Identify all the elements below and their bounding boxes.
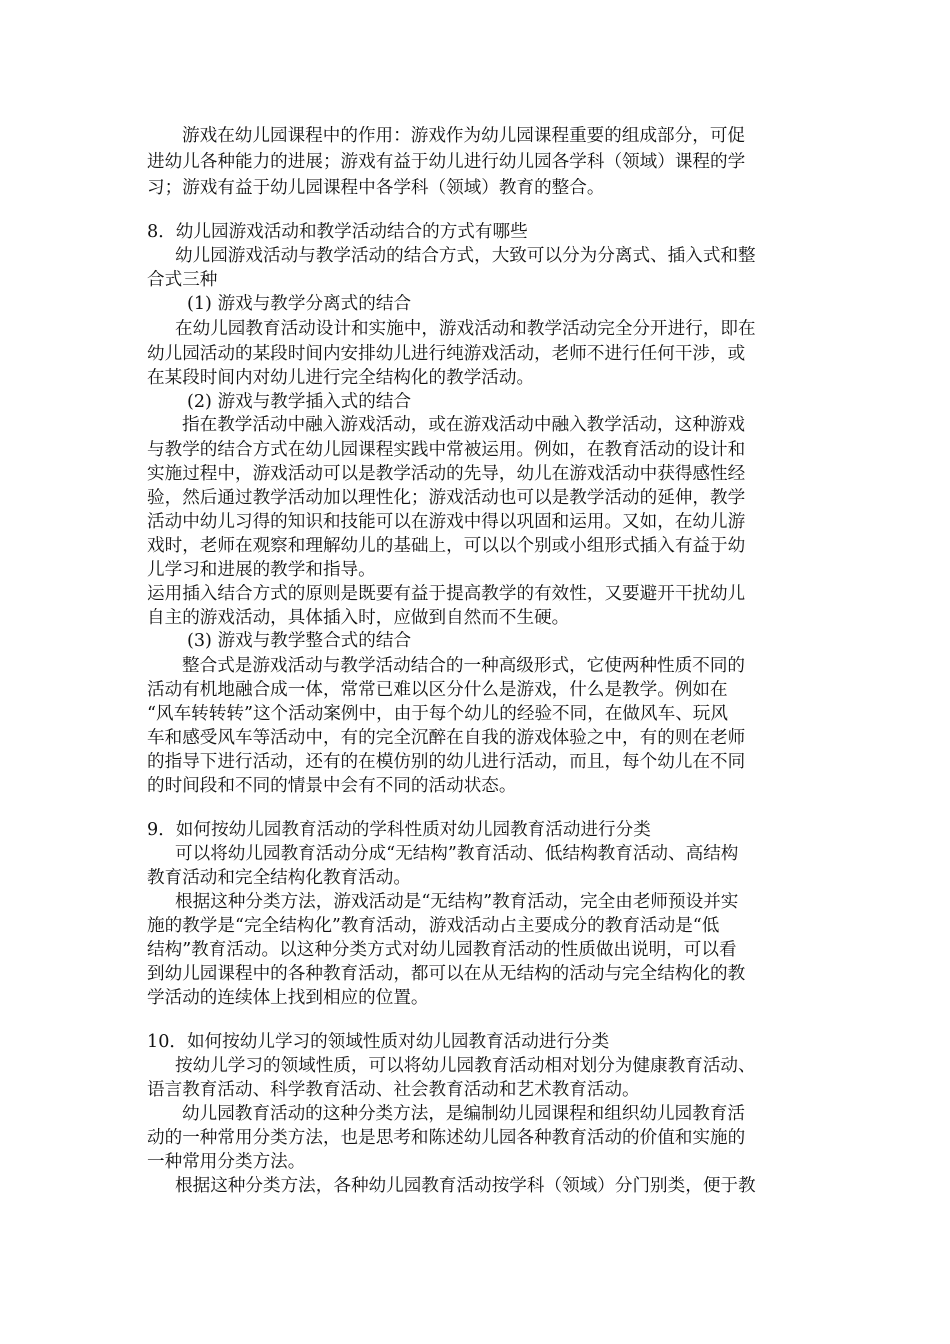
text-line: 活动有机地融合成一体，常常已难以区分什么是游戏，什么是教学。例如在 — [147, 680, 728, 700]
text-line: 幼儿园游戏活动与教学活动的结合方式，大致可以分为分离式、插入式和整 — [175, 246, 756, 266]
text-line: 车和感受风车等活动中，有的完全沉醉在自我的游戏体验之中，有的则在老师 — [147, 728, 746, 748]
text-line: 根据这种分类方法，游戏活动是“无结构”教育活动，完全由老师预设并实 — [175, 892, 739, 912]
text-line: 的时间段和不同的情景中会有不同的活动状态。 — [147, 776, 517, 796]
text-line: 结构”教育活动。以这种分类方式对幼儿园教育活动的性质做出说明，可以看 — [147, 940, 737, 960]
text-line: 按幼儿学习的领域性质，可以将幼儿园教育活动相对划分为健康教育活动、 — [175, 1056, 756, 1076]
text-line: 习；游戏有益于幼儿园课程中各学科（领域）教育的整合。 — [147, 178, 605, 198]
text-line: 儿学习和进展的教学和指导。 — [147, 560, 376, 580]
text-line: 指在教学活动中融入游戏活动，或在游戏活动中融入教学活动，这种游戏 — [182, 415, 746, 435]
text-line: 游戏在幼儿园课程中的作用：游戏作为幼儿园课程重要的组成部分，可促 — [182, 126, 746, 146]
text-line: 自主的游戏活动，具体插入时，应做到自然而不生硬。 — [147, 608, 570, 628]
text-line: 动的一种常用分类方法，也是思考和陈述幼儿园各种教育活动的价值和实施的 — [147, 1128, 746, 1148]
text-line: 幼儿园教育活动的这种分类方法，是编制幼儿园课程和组织幼儿园教育活 — [182, 1104, 746, 1124]
text-line: 进幼儿各种能力的进展；游戏有益于幼儿进行幼儿园各学科（领域）课程的学 — [147, 152, 746, 172]
section-heading: 10．如何按幼儿学习的领域性质对幼儿园教育活动进行分类 — [147, 1032, 610, 1052]
text-line: 与教学的结合方式在幼儿园课程实践中常被运用。例如，在教育活动的设计和 — [147, 440, 746, 460]
text-line: 实施过程中，游戏活动可以是教学活动的先导，幼儿在游戏活动中获得感性经 — [147, 464, 746, 484]
subheading: (1) 游戏与教学分离式的结合 — [187, 294, 412, 314]
text-line: 验，然后通过教学活动加以理性化；游戏活动也可以是教学活动的延伸，教学 — [147, 488, 746, 508]
text-line: 整合式是游戏活动与教学活动结合的一种高级形式，它使两种性质不同的 — [182, 656, 746, 676]
text-line: 学活动的连续体上找到相应的位置。 — [147, 988, 429, 1008]
subheading: (2) 游戏与教学插入式的结合 — [187, 392, 412, 412]
section-heading: 8．幼儿园游戏活动和教学活动结合的方式有哪些 — [147, 222, 528, 242]
text-line: 在某段时间内对幼儿进行完全结构化的教学活动。 — [147, 368, 535, 388]
text-line: 幼儿园活动的某段时间内安排幼儿进行纯游戏活动，老师不进行任何干涉，或 — [147, 344, 746, 364]
text-line: 戏时，老师在观察和理解幼儿的基础上，可以以个别或小组形式插入有益于幼 — [147, 536, 746, 556]
text-line: 根据这种分类方法，各种幼儿园教育活动按学科（领域）分门别类，便于教 — [175, 1176, 756, 1196]
text-line: 活动中幼儿习得的知识和技能可以在游戏中得以巩固和运用。又如，在幼儿游 — [147, 512, 746, 532]
text-line: 一种常用分类方法。 — [147, 1152, 306, 1172]
text-line: 语言教育活动、科学教育活动、社会教育活动和艺术教育活动。 — [147, 1080, 640, 1100]
text-line: 施的教学是“完全结构化”教育活动，游戏活动占主要成分的教育活动是“低 — [147, 916, 720, 936]
section-heading: 9．如何按幼儿园教育活动的学科性质对幼儿园教育活动进行分类 — [147, 820, 651, 840]
text-line: 的指导下进行活动，还有的在模仿别的幼儿进行活动，而且，每个幼儿在不同 — [147, 752, 746, 772]
text-line: 合式三种 — [147, 270, 218, 290]
text-line: 运用插入结合方式的原则是既要有益于提高教学的有效性，又要避开干扰幼儿 — [147, 584, 746, 604]
text-line: “风车转转转”这个活动案例中，由于每个幼儿的经验不同，在做风车、玩风 — [147, 704, 728, 724]
text-line: 教育活动和完全结构化教育活动。 — [147, 868, 411, 888]
subheading: (3) 游戏与教学整合式的结合 — [187, 631, 412, 651]
text-line: 可以将幼儿园教育活动分成“无结构”教育活动、低结构教育活动、高结构 — [175, 844, 739, 864]
text-line: 在幼儿园教育活动设计和实施中，游戏活动和教学活动完全分开进行，即在 — [175, 319, 756, 339]
text-line: 到幼儿园课程中的各种教育活动，都可以在从无结构的活动与完全结构化的教 — [147, 964, 746, 984]
